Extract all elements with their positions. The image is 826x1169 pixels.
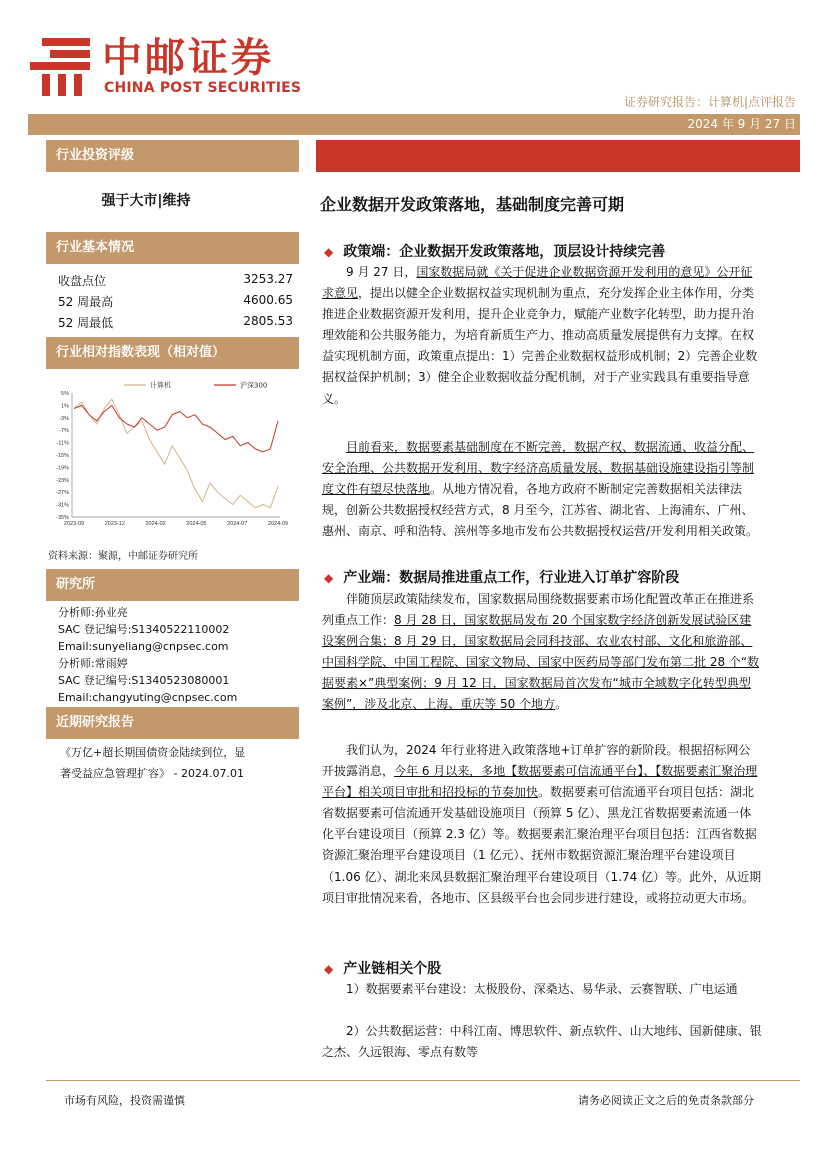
text-run: 。 bbox=[555, 697, 568, 712]
y-tick-label: -3% bbox=[59, 415, 69, 422]
footer-disclaimer-notice: 请务必阅读正文之后的免责条款部分 bbox=[578, 1094, 754, 1107]
footer-risk-notice: 市场有风险，投资需谨慎 bbox=[64, 1094, 185, 1107]
basic-info-value: 4600.65 bbox=[243, 293, 293, 307]
underlined-text: 8 月 28 日，国家数据局发布 20 个国家数字经济创新发展试验区建设案例合集；8 月 29 日，国家数据局会同科技部、农业农村部、文化和旅游部、中国科学院、中国工程院、国家文物局、国家中医药局等部门发布第二批 28 个“数据要素×”典型案例；9 月 12 日，国家数据局首次发布“城市全域数字化转型典型案例”，涉及北京、上海、重庆等 50 个地方 bbox=[322, 613, 760, 712]
logo-english-name: CHINA POST SECURITIES bbox=[104, 80, 302, 96]
x-tick-label: 2023-12 bbox=[104, 521, 125, 527]
text-run: 。从地方情况看，各地方政府不断制定完善数据相关法律法规，创新公共数据授权经营方式，8 月至今，江苏省、湖北省、上海浦东、广州、惠州、南京、呼和浩特、滨州等多地市发布公共数据授权运营/开发利用相关政策。 bbox=[322, 482, 759, 539]
y-tick-label: 1% bbox=[61, 403, 69, 410]
stock-list-platform: 1）数据要素平台建设：太极股份、深桑达、易华录、云赛智联、广电运通 bbox=[346, 982, 738, 996]
y-tick-label: -7% bbox=[59, 428, 69, 435]
paragraph-industry-1 bbox=[322, 589, 762, 716]
legend-label: 沪深300 bbox=[240, 381, 268, 390]
x-tick-label: 2024-09 bbox=[267, 521, 289, 527]
y-tick-label: -31% bbox=[56, 502, 69, 509]
analyst-sac-number: SAC 登记编号:S1340522110002 bbox=[58, 623, 230, 636]
analyst-sac-number: SAC 登记编号:S1340523080001 bbox=[58, 674, 230, 687]
research-institute-section-header: 研究所 bbox=[46, 569, 299, 601]
paragraph-industry-2 bbox=[322, 740, 762, 909]
header-bar bbox=[28, 114, 800, 135]
section-heading-text: 产业端：数据局推进重点工作，行业进入订单扩容阶段 bbox=[343, 570, 680, 586]
series-line-0 bbox=[74, 399, 278, 508]
text-run: ，提出以健全企业数据权益实现机制为重点，充分发挥企业主体作用，分类推进企业数据资源开发利用，提升企业竞争力，赋能产业数字化转型，助力提升治理效能和公共服务能力，为培育新质生产力、推动高质量发展提供有力支撑。在权益实现机制方面，政策重点提出：1）完善企业数据权益形成机制；2）完善企业数据权益保护机制；3）健全企业数据收益分配机制，对于产业实践具有重要指导意义。 bbox=[322, 286, 758, 406]
y-tick-label: -23% bbox=[56, 477, 69, 484]
analyst-name: 分析师:孙业亮 bbox=[58, 606, 128, 619]
report-date: 2024 年 9 月 27 日 bbox=[687, 117, 796, 131]
section-heading-text: 政策端：企业数据开发政策落地，顶层设计持续完善 bbox=[343, 244, 666, 260]
basic-info-section-header: 行业基本情况 bbox=[46, 232, 299, 264]
basic-info-value: 2805.53 bbox=[243, 314, 293, 328]
diamond-bullet-icon: ◆ bbox=[324, 571, 334, 585]
x-tick-label: 2024-07 bbox=[227, 521, 248, 527]
section-heading-text: 产业链相关个股 bbox=[343, 961, 442, 977]
section-heading-policy bbox=[324, 241, 665, 261]
y-tick-label: 5% bbox=[61, 391, 69, 397]
basic-info-row bbox=[58, 272, 293, 292]
china-post-logo-icon bbox=[28, 34, 93, 99]
text-run: 我们认为，2024 年行业将进入政策落地+订单扩容的新阶段。根据招标网公开披露消息， bbox=[322, 743, 751, 779]
paragraph-policy-1 bbox=[322, 262, 762, 410]
y-tick-label: -27% bbox=[56, 490, 69, 497]
logo-chinese-name: 中邮证券 bbox=[102, 35, 274, 81]
report-title: 企业数据开发政策落地，基础制度完善可期 bbox=[320, 195, 625, 214]
recent-reports-section-header: 近期研究报告 bbox=[46, 707, 299, 739]
analyst-email: Email:sunyeliang@cnpsec.com bbox=[58, 640, 229, 653]
analyst-name: 分析师:常雨婷 bbox=[58, 657, 128, 670]
x-tick-label: 2024-02 bbox=[145, 521, 166, 527]
section-heading-industry bbox=[324, 567, 679, 587]
diamond-bullet-icon: ◆ bbox=[324, 962, 334, 976]
basic-info-row bbox=[58, 314, 293, 334]
relative-performance-section-header: 行业相对指数表现（相对值） bbox=[46, 337, 299, 369]
report-type-label: 证券研究报告：计算机|点评报告 bbox=[623, 95, 796, 109]
text-run: 伴随顶层政策陆续发布，国家数据局围绕数据要素市场化配置改革正在推进系列重点工作： bbox=[322, 592, 755, 628]
stock-list-public-data: 2）公共数据运营：中科江南、博思软件、新点软件、山大地纬、国新健康、银之杰、久远银海、零点有数等 bbox=[322, 1024, 762, 1060]
basic-info-key: 52 周最低 bbox=[58, 316, 114, 330]
x-tick-label: 2023-09 bbox=[63, 521, 85, 527]
chart-source: 资料来源：聚源，中邮证券研究所 bbox=[48, 551, 198, 562]
industry-rating: 强于大市|维持 bbox=[101, 193, 191, 209]
underlined-text: 目前看来，数据要素基础制度在不断完善，数据产权、数据流通、收益分配、安全治理、公共数据开发利用、数字经济高质量发展、数据基础设施建设指引等制度文件有望尽快落地 bbox=[322, 440, 755, 497]
title-accent-bar bbox=[316, 140, 800, 172]
recent-report-title: 《万亿+超长期国债资金陆续到位，显 bbox=[60, 746, 246, 759]
legend-label: 计算机 bbox=[150, 381, 171, 390]
recent-report-link[interactable] bbox=[60, 742, 300, 784]
text-run: 9 月 27 日， bbox=[346, 265, 417, 279]
footer-divider bbox=[46, 1080, 800, 1081]
y-tick-label: -35% bbox=[56, 515, 69, 521]
recent-report-date: 著受益应急管理扩容》 - 2024.07.01 bbox=[60, 767, 244, 780]
diamond-bullet-icon: ◆ bbox=[324, 245, 334, 259]
y-tick-label: -11% bbox=[56, 440, 69, 447]
text-run: 。数据要素可信流通平台项目包括：湖北省数据要素可信流通开发基础设施项目（预算 5 亿）、黑龙江省数据要素流通一体化平台建设项目（预算 2.3 亿）等。数据要素汇聚治理平台项目包括：江西省数据资源汇聚治理平台建设项目（1 亿元）、抚州市数据资源汇聚治理平台建设项目（1.06 亿）、湖北来凤县数据汇聚治理平台建设项目（1.74 亿）等。此外，从近期项目审批情况来看，各地市、区县级平台也会同步进行建设，或将拉动更大市场。 bbox=[322, 785, 762, 905]
x-tick-label: 2024-05 bbox=[186, 521, 207, 527]
section-heading-stocks bbox=[324, 958, 441, 978]
analyst-email: Email:changyuting@cnpsec.com bbox=[58, 691, 238, 704]
paragraph-policy-2 bbox=[322, 437, 762, 542]
underlined-text: 国家数据局就《关于促进企业数据资源开发利用的意见》公开征求意见 bbox=[322, 265, 753, 301]
basic-info-value: 3253.27 bbox=[243, 272, 293, 286]
series-line-1 bbox=[74, 405, 278, 452]
relative-index-chart bbox=[46, 375, 299, 535]
basic-info-key: 52 周最高 bbox=[58, 295, 114, 309]
basic-info-key: 收盘点位 bbox=[58, 274, 107, 288]
y-tick-label: -19% bbox=[56, 465, 69, 472]
rating-section-header: 行业投资评级 bbox=[46, 140, 299, 172]
basic-info-row bbox=[58, 293, 293, 313]
y-tick-label: -15% bbox=[56, 453, 69, 459]
underlined-text: 今年 6 月以来，多地【数据要素可信流通平台】、【数据要素汇聚治理平台】相关项目审批和招投标的节奏加快 bbox=[322, 764, 758, 800]
